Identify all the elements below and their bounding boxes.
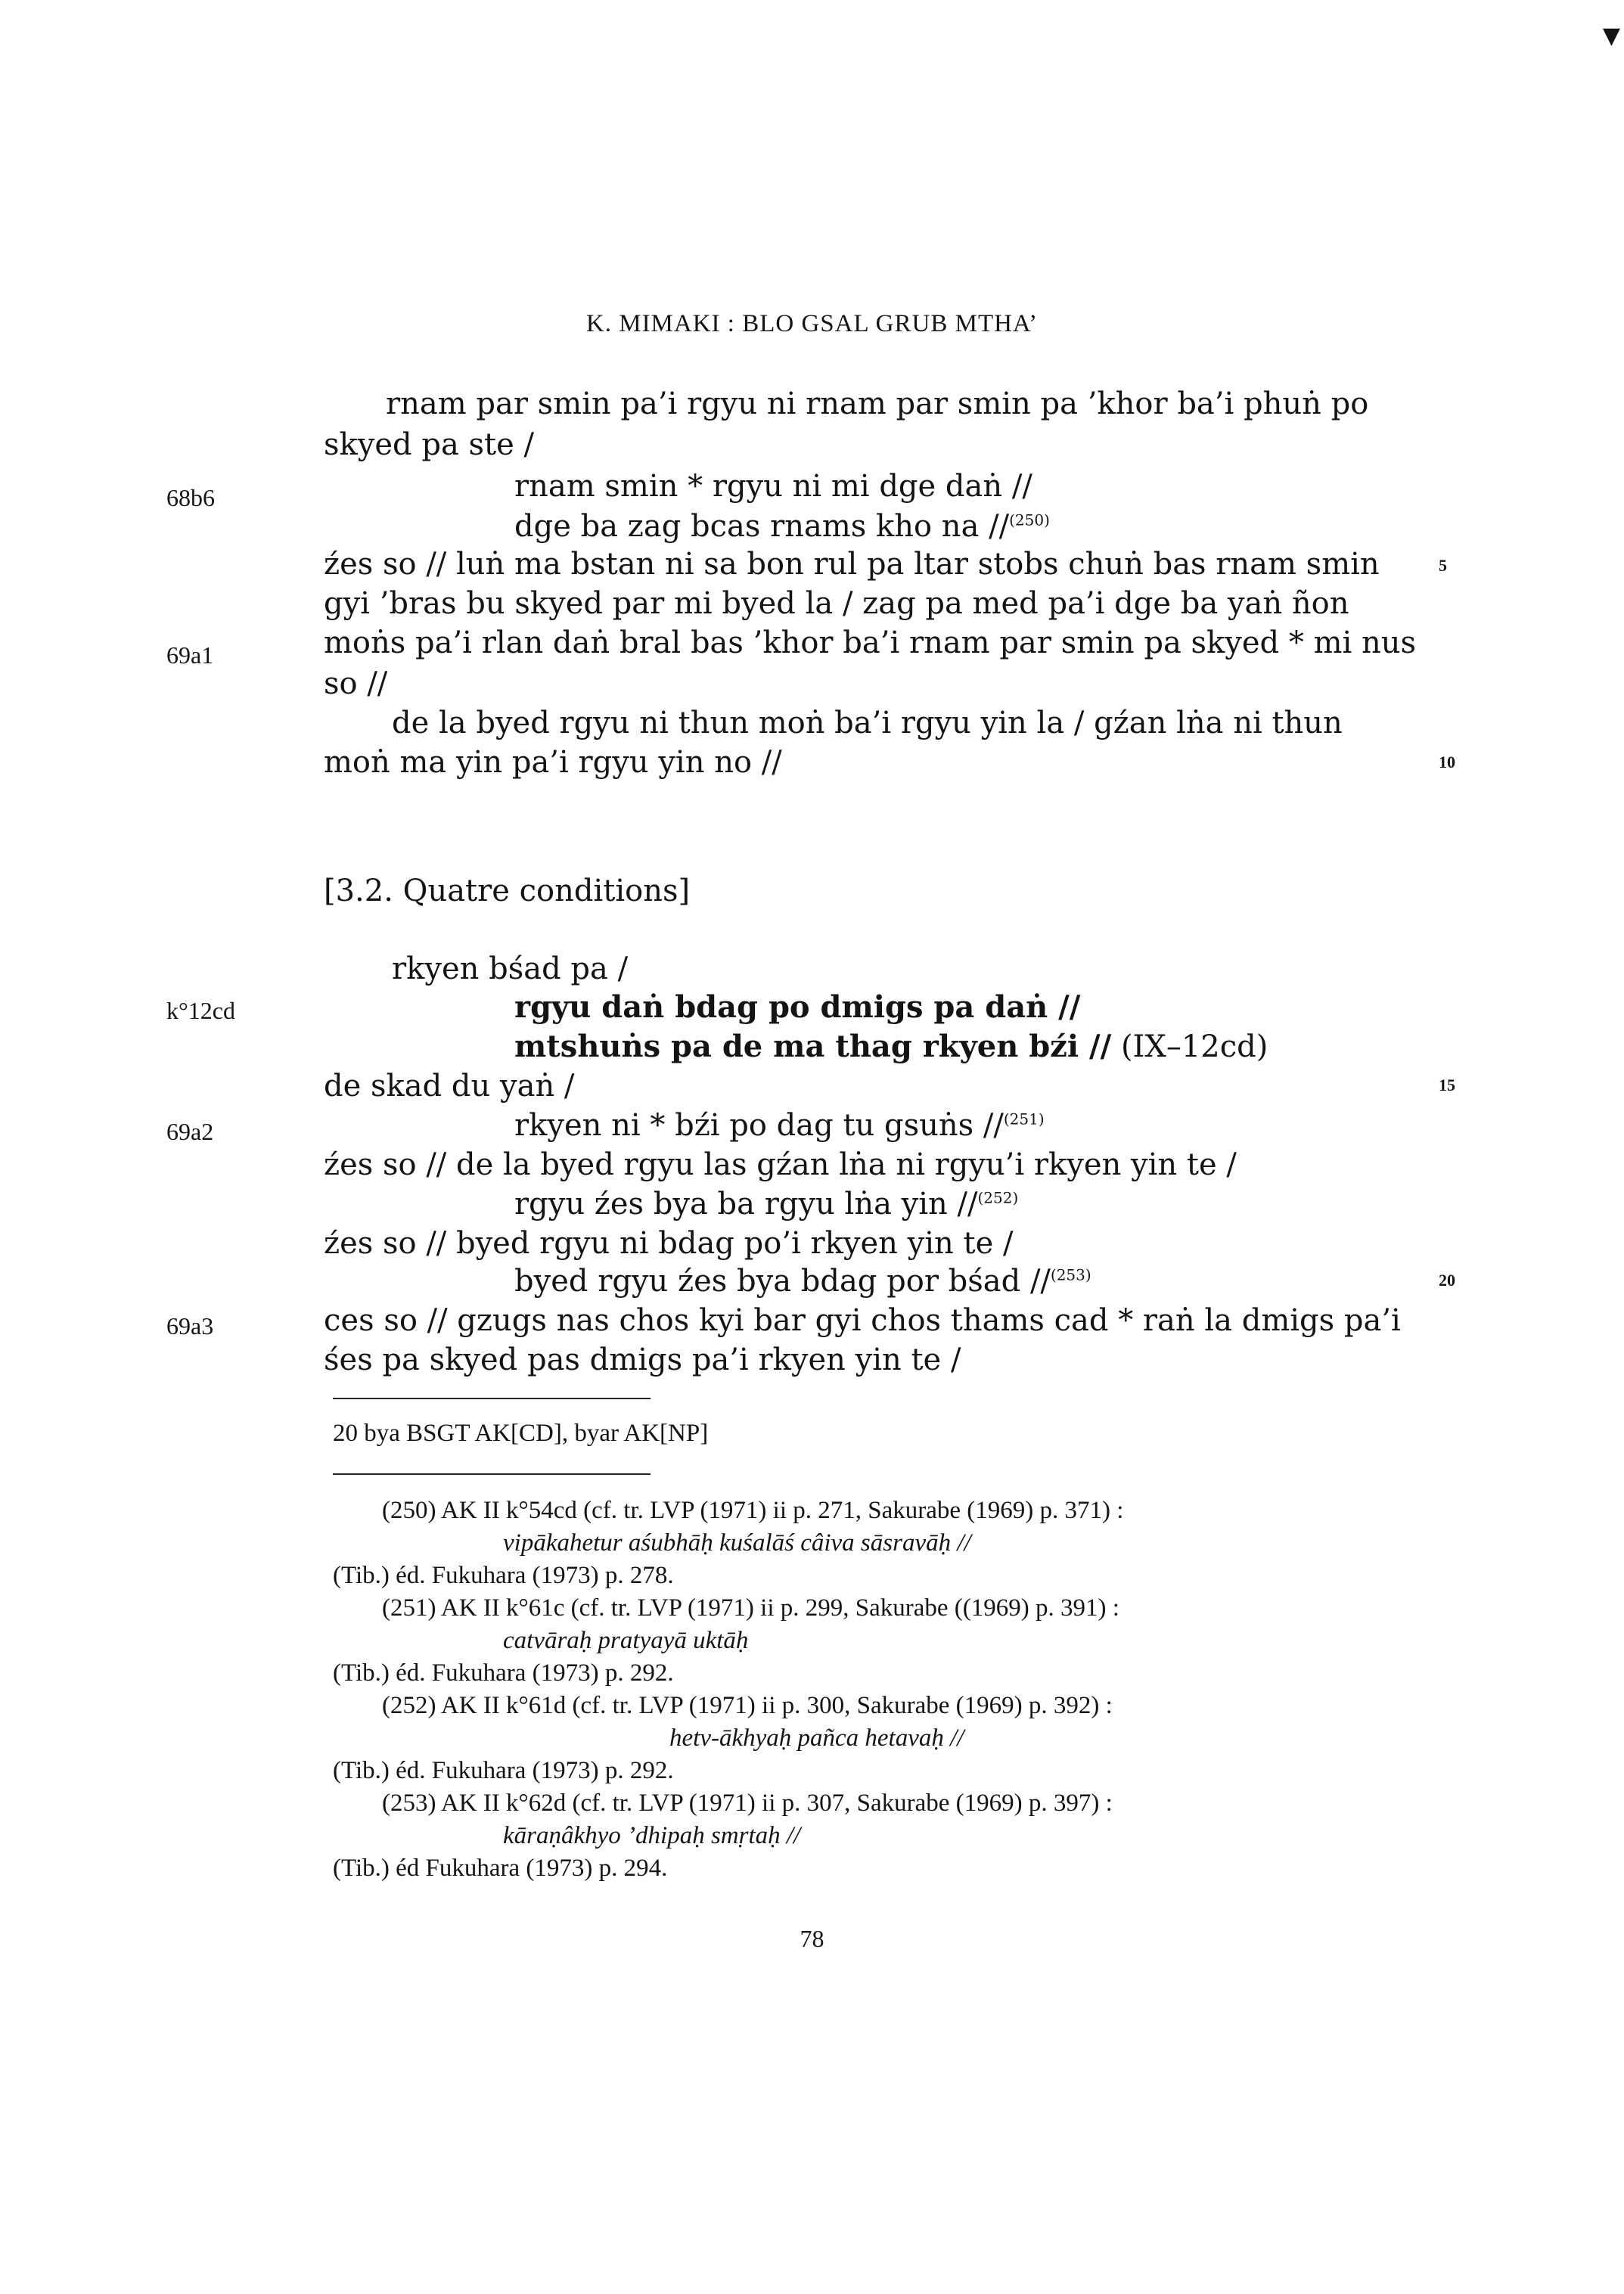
- footnote-252-tib: (Tib.) éd. Fukuhara (1973) p. 292.: [333, 1757, 674, 1784]
- page-number: 78: [800, 1925, 824, 1952]
- footnote-253-sanskrit: kāraṇâkhyo ’dhipaḥ smṛtaḥ //: [503, 1822, 801, 1849]
- text-line: skyed pa ste /: [324, 427, 534, 462]
- line-number: 10: [1439, 753, 1455, 771]
- text-line: źes so // luṅ ma bstan ni sa bon rul pa ltar stobs chuṅ bas rnam smin: [324, 547, 1380, 582]
- text-line: so //: [324, 666, 388, 701]
- divider: [333, 1398, 651, 1399]
- text-line: ces so // gzugs nas chos kyi bar gyi chos thams cad * raṅ la dmigs pa’i: [324, 1303, 1401, 1338]
- footnote-250-tib: (Tib.) éd. Fukuhara (1973) p. 278.: [333, 1562, 674, 1589]
- text-line: gyi ’bras bu skyed par mi byed la / zag pa med pa’i dge ba yaṅ ñon: [324, 586, 1349, 621]
- footnote-250: (250) AK II k°54cd (cf. tr. LVP (1971) ii p. 271, Sakurabe (1969) p. 371) :: [382, 1497, 1124, 1524]
- verse-ref-margin: k°12cd: [166, 997, 235, 1024]
- verse-line: mtshuṅs pa de ma thag rkyen bźi // (IX–12cd): [514, 1029, 1268, 1064]
- verse-line: rgyu źes bya ba rgyu lṅa yin //$^{(252)}$: [514, 1187, 1019, 1222]
- line-number: 15: [1439, 1076, 1455, 1094]
- section-heading: [3.2. Quatre conditions]: [324, 874, 691, 908]
- corner-mark: ▼: [1602, 23, 1620, 49]
- verse-line-bold: rgyu daṅ bdag po dmigs pa daṅ //: [514, 989, 1081, 1025]
- text-line: de skad du yaṅ /: [324, 1069, 575, 1104]
- text-line: moṅs pa’i rlan daṅ bral bas ’khor ba’i rnam par smin pa skyed * mi nus: [324, 625, 1417, 660]
- text-line: źes so // byed rgyu ni bdag po’i rkyen yin te /: [324, 1226, 1014, 1261]
- footnote-252: (252) AK II k°61d (cf. tr. LVP (1971) ii p. 300, Sakurabe (1969) p. 392) :: [382, 1692, 1113, 1719]
- line-number: 20: [1439, 1271, 1455, 1290]
- text-line: de la byed rgyu ni thun moṅ ba’i rgyu yin la / gźan lṅa ni thun: [392, 706, 1343, 740]
- text-line: rkyen bśad pa /: [392, 951, 629, 986]
- footnote-250-sanskrit: vipākahetur aśubhāḥ kuśalāś câiva sāsravāḥ //: [503, 1529, 971, 1557]
- verse-line: dge ba zag bcas rnams kho na //$^{(250)}$: [514, 509, 1050, 544]
- folio-ref: 69a3: [166, 1312, 214, 1339]
- footnote-ref: (253): [1050, 1265, 1091, 1284]
- folio-ref: 69a2: [166, 1118, 214, 1145]
- verse-line: rkyen ni * bźi po dag tu gsuṅs //$^{(251)}$: [514, 1108, 1045, 1143]
- running-header: K. MIMAKI : BLO GSAL GRUB MTHA’: [585, 310, 1039, 337]
- text-line: moṅ ma yin pa’i rgyu yin no //: [324, 745, 782, 780]
- footnote-251-tib: (Tib.) éd. Fukuhara (1973) p. 292.: [333, 1659, 674, 1687]
- line-number: 5: [1439, 556, 1447, 575]
- variant-note: 20 bya BSGT AK[CD], byar AK[NP]: [333, 1420, 709, 1447]
- footnote-251: (251) AK II k°61c (cf. tr. LVP (1971) ii p. 299, Sakurabe ((1969) p. 391) :: [382, 1594, 1119, 1622]
- verse-line: rnam smin * rgyu ni mi dge daṅ //: [514, 469, 1032, 504]
- text-line: śes pa skyed pas dmigs pa’i rkyen yin te /: [324, 1343, 961, 1377]
- footnote-253: (253) AK II k°62d (cf. tr. LVP (1971) ii p. 307, Sakurabe (1969) p. 397) :: [382, 1790, 1113, 1817]
- footnote-ref: (252): [977, 1188, 1019, 1207]
- folio-ref: 68b6: [166, 484, 215, 511]
- verse-reference: (IX–12cd): [1120, 1029, 1268, 1064]
- footnote-253-tib: (Tib.) éd Fukuhara (1973) p. 294.: [333, 1855, 668, 1882]
- folio-ref: 69a1: [166, 641, 214, 669]
- footnote-ref: (251): [1003, 1110, 1045, 1128]
- text-line: źes so // de la byed rgyu las gźan lṅa ni rgyu’i rkyen yin te /: [324, 1147, 1237, 1182]
- divider: [333, 1473, 651, 1475]
- footnote-252-sanskrit: hetv-ākhyaḥ pañca hetavaḥ //: [669, 1724, 964, 1752]
- verse-line: byed rgyu źes bya bdag por bśad //$^{(253)}$: [514, 1264, 1091, 1299]
- text-line: rnam par smin pa’i rgyu ni rnam par smin pa ’khor ba’i phuṅ po: [386, 386, 1369, 421]
- footnote-ref: (250): [1009, 511, 1050, 529]
- footnote-251-sanskrit: catvāraḥ pratyayā uktāḥ: [503, 1627, 749, 1654]
